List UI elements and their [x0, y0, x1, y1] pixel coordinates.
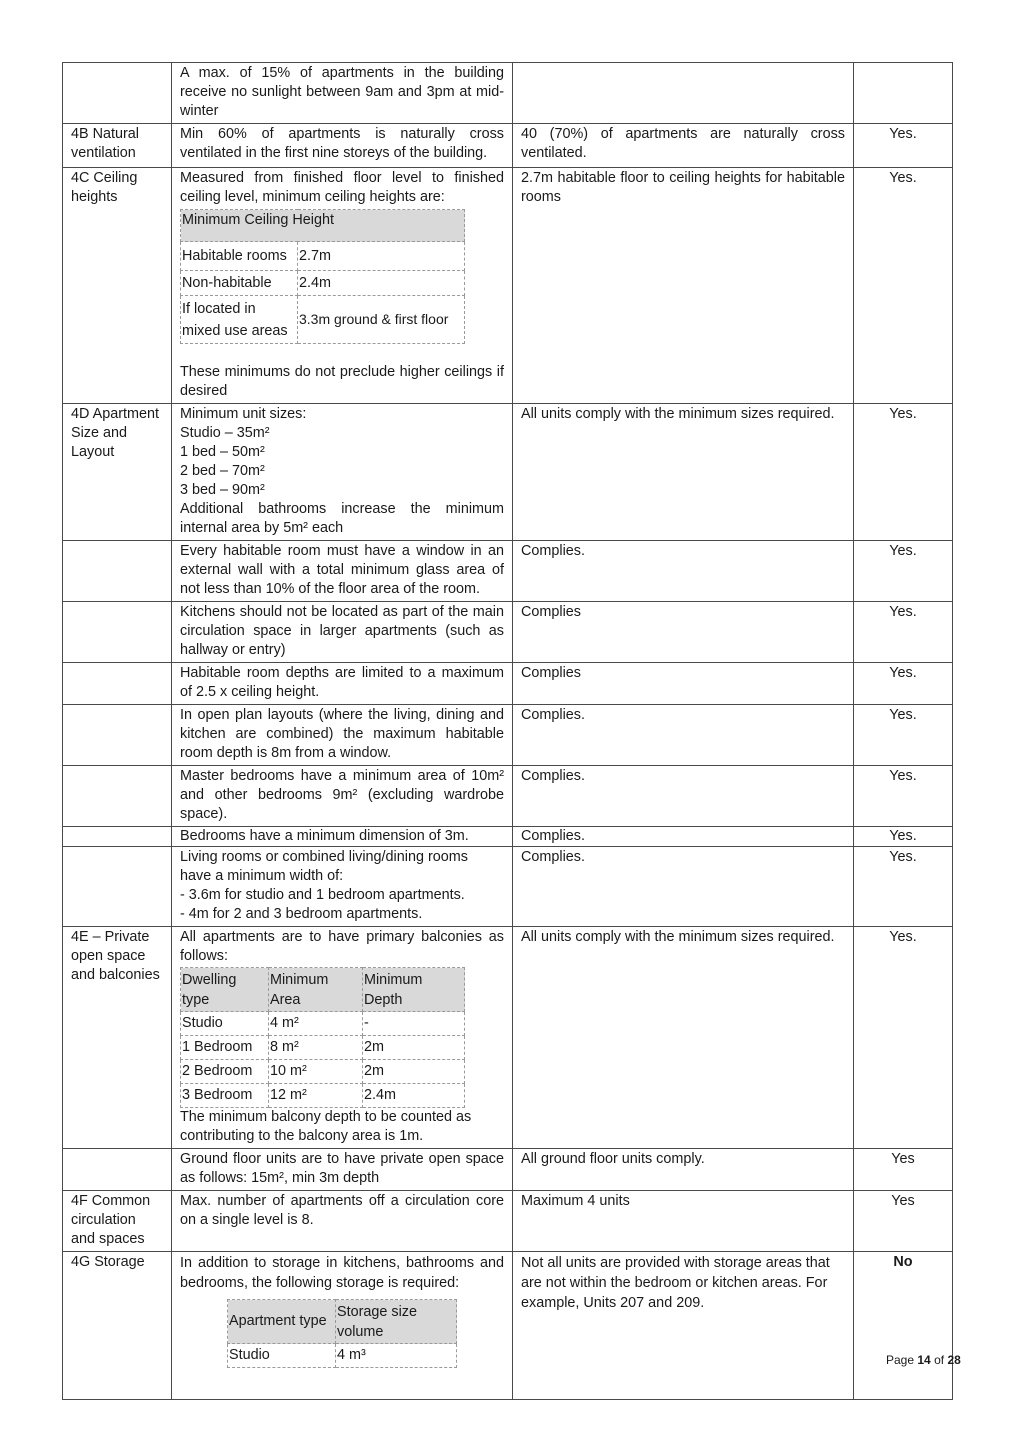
comment-text: All units comply with the minimum sizes required.: [521, 929, 835, 945]
control-text: A max. of 15% of apartments in the building receive no sunlight between 9am and 3pm at mid-winter: [180, 65, 504, 119]
inner-cell: 3.3m ground & first floor: [298, 296, 465, 344]
section-cell: [63, 602, 172, 663]
inner-header: Storage size volume: [336, 1300, 457, 1344]
section-label: 4F Common circulation and spaces: [71, 1193, 151, 1247]
table-row: [63, 927, 953, 1149]
table-row: [63, 1252, 953, 1400]
result-text: Yes.: [889, 828, 917, 844]
result-cell: [854, 1191, 953, 1252]
table-row: [63, 705, 953, 766]
comment-cell: [513, 1191, 854, 1252]
inner-header: Minimum Depth: [363, 968, 465, 1012]
control-text: Kitchens should not be located as part of the main circulation space in larger apartments (such as hallway or entry): [180, 604, 504, 658]
comment-text: 2.7m habitable floor to ceiling heights for habitable rooms: [521, 170, 845, 205]
control-line: Living rooms or combined living/dining rooms: [180, 849, 468, 865]
comment-text: All ground floor units comply.: [521, 1151, 705, 1167]
table-row: [63, 168, 953, 404]
inner-cell: 12 m²: [269, 1084, 363, 1108]
result-cell: [854, 541, 953, 602]
page-label: Page: [886, 1353, 915, 1367]
table-row: [63, 1149, 953, 1191]
comment-cell: [513, 705, 854, 766]
inner-cell: 2 Bedroom: [181, 1060, 269, 1084]
control-cell: [172, 766, 513, 827]
table-row: [63, 404, 953, 541]
result-cell: [854, 404, 953, 541]
section-cell: [63, 541, 172, 602]
comment-text: Complies: [521, 604, 581, 620]
list-item: 2 bed – 70m²: [180, 463, 265, 479]
section-cell: [63, 827, 172, 847]
table-row: [63, 124, 953, 168]
result-cell: [854, 602, 953, 663]
comment-cell: [513, 827, 854, 847]
comment-text: Complies: [521, 665, 581, 681]
section-cell: [63, 1191, 172, 1252]
result-cell: [854, 1252, 953, 1400]
result-cell: [854, 847, 953, 927]
result-text: Yes.: [889, 170, 917, 186]
control-cell: [172, 404, 513, 541]
table-row: [63, 847, 953, 927]
inner-cell: 3 Bedroom: [181, 1084, 269, 1108]
section-cell: [63, 847, 172, 927]
comment-cell: [513, 847, 854, 927]
control-cell: [172, 663, 513, 705]
section-cell: [63, 927, 172, 1149]
note-text: The minimum balcony depth to be counted as contributing to the balcony area is 1m.: [180, 1109, 472, 1144]
result-text: No: [893, 1254, 913, 1270]
control-cell: [172, 705, 513, 766]
comment-text: Complies.: [521, 543, 585, 559]
comment-text: 40 (70%) of apartments are naturally cross ventilated.: [521, 126, 845, 161]
inner-cell: Studio: [228, 1344, 336, 1368]
section-label: 4G Storage: [71, 1254, 145, 1270]
result-cell: [854, 827, 953, 847]
result-cell: [854, 168, 953, 404]
control-cell: [172, 1252, 513, 1400]
storage-table: [227, 1299, 457, 1368]
result-text: Yes.: [889, 665, 917, 681]
list-item: 1 bed – 50m²: [180, 444, 265, 460]
inner-header: Minimum Ceiling Height: [181, 210, 465, 242]
control-line: have a minimum width of:: [180, 868, 344, 884]
balcony-table: [180, 967, 465, 1108]
result-cell: [854, 927, 953, 1149]
comment-cell: [513, 168, 854, 404]
note-text: These minimums do not preclude higher ceilings if desired: [180, 364, 504, 399]
result-cell: [854, 663, 953, 705]
table-row: [63, 663, 953, 705]
list-item: Studio – 35m²: [180, 425, 270, 441]
table-row: [63, 827, 953, 847]
inner-cell: 2m: [363, 1036, 465, 1060]
result-text: Yes.: [889, 126, 917, 142]
table-row: [63, 63, 953, 124]
inner-cell: 8 m²: [269, 1036, 363, 1060]
result-text: Yes.: [889, 707, 917, 723]
control-text: Ground floor units are to have private open space as follows: 15m², min 3m depth: [180, 1151, 504, 1186]
result-cell: [854, 1149, 953, 1191]
control-text: Max. number of apartments off a circulation core on a single level is 8.: [180, 1193, 504, 1228]
result-text: Yes.: [889, 604, 917, 620]
inner-cell: 2.7m: [298, 242, 465, 271]
control-text: All apartments are to have primary balconies as follows:: [180, 929, 504, 964]
result-text: Yes.: [889, 929, 917, 945]
control-cell: [172, 1149, 513, 1191]
section-cell: [63, 663, 172, 705]
inner-header: Dwelling type: [181, 968, 269, 1012]
control-cell: [172, 602, 513, 663]
inner-cell: 2.4m: [363, 1084, 465, 1108]
comment-text: Complies.: [521, 849, 585, 865]
comment-cell: [513, 602, 854, 663]
inner-cell: Studio: [181, 1012, 269, 1036]
inner-header: Minimum Area: [269, 968, 363, 1012]
control-cell: [172, 847, 513, 927]
control-text: In addition to storage in kitchens, bathrooms and bedrooms, the following storage is required:: [180, 1255, 504, 1291]
comment-cell: [513, 1149, 854, 1191]
list-item: 3 bed – 90m²: [180, 482, 265, 498]
section-cell: [63, 705, 172, 766]
control-cell: [172, 63, 513, 124]
total-pages: 28: [947, 1353, 961, 1367]
control-cell: [172, 927, 513, 1149]
control-cell: [172, 827, 513, 847]
control-text: Every habitable room must have a window in an external wall with a total minimum glass area of not less than 10% of the floor area of the room.: [180, 543, 504, 597]
result-text: Yes.: [889, 406, 917, 422]
table-row: [63, 541, 953, 602]
section-label: 4E – Private open space and balconies: [71, 929, 160, 983]
compliance-table: [62, 62, 953, 1400]
inner-cell: Non-habitable: [181, 271, 298, 296]
control-text: In open plan layouts (where the living, dining and kitchen are combined) the maximum habitable room depth is 8m from a window.: [180, 707, 504, 761]
comment-cell: [513, 927, 854, 1149]
comment-text: Complies.: [521, 768, 585, 784]
comment-cell: [513, 1252, 854, 1400]
result-text: Yes: [891, 1193, 915, 1209]
inner-cell: 2m: [363, 1060, 465, 1084]
result-text: Yes.: [889, 543, 917, 559]
control-text: Master bedrooms have a minimum area of 10m² and other bedrooms 9m² (excluding wardrobe space).: [180, 768, 504, 822]
comment-cell: [513, 541, 854, 602]
inner-cell: 4 m³: [336, 1344, 457, 1368]
of-label: of: [934, 1353, 945, 1367]
comment-text: Complies.: [521, 828, 585, 844]
inner-cell: Habitable rooms: [181, 242, 298, 271]
section-cell: [63, 766, 172, 827]
section-cell: [63, 63, 172, 124]
comment-cell: [513, 124, 854, 168]
inner-header: Apartment type: [228, 1300, 336, 1344]
control-cell: [172, 124, 513, 168]
note-text: Additional bathrooms increase the minimum internal area by 5m² each: [180, 501, 504, 536]
comment-cell: [513, 663, 854, 705]
result-cell: [854, 766, 953, 827]
result-cell: [854, 705, 953, 766]
control-heading: Minimum unit sizes:: [180, 406, 307, 422]
comment-cell: [513, 404, 854, 541]
inner-cell: 10 m²: [269, 1060, 363, 1084]
page-number: [886, 1353, 961, 1367]
comment-cell: [513, 63, 854, 124]
table-row: [63, 1191, 953, 1252]
result-text: Yes.: [889, 768, 917, 784]
control-text: Measured from finished floor level to finished ceiling level, minimum ceiling heights are:: [180, 170, 504, 205]
control-line: - 4m for 2 and 3 bedroom apartments.: [180, 906, 423, 922]
result-text: Yes: [891, 1151, 915, 1167]
control-text: Bedrooms have a minimum dimension of 3m.: [180, 828, 469, 844]
comment-cell: [513, 766, 854, 827]
control-cell: [172, 168, 513, 404]
comment-text: Maximum 4 units: [521, 1193, 630, 1209]
section-label: 4C Ceiling heights: [71, 170, 138, 205]
result-text: Yes.: [889, 849, 917, 865]
section-label: 4D Apartment Size and Layout: [71, 406, 159, 460]
inner-cell: -: [363, 1012, 465, 1036]
control-line: - 3.6m for studio and 1 bedroom apartments.: [180, 887, 465, 903]
inner-cell: 2.4m: [298, 271, 465, 296]
section-cell: [63, 1252, 172, 1400]
comment-text: Complies.: [521, 707, 585, 723]
table-row: [63, 766, 953, 827]
section-label: 4B Natural ventilation: [71, 126, 139, 161]
result-cell: [854, 63, 953, 124]
comment-text: All units comply with the minimum sizes required.: [521, 406, 835, 422]
table-row: [63, 602, 953, 663]
control-text: Habitable room depths are limited to a maximum of 2.5 x ceiling height.: [180, 665, 504, 700]
control-cell: [172, 541, 513, 602]
control-text: Min 60% of apartments is naturally cross ventilated in the first nine storeys of the building.: [180, 126, 504, 161]
control-cell: [172, 1191, 513, 1252]
section-cell: [63, 124, 172, 168]
result-cell: [854, 124, 953, 168]
inner-cell: 4 m²: [269, 1012, 363, 1036]
ceiling-height-table: [180, 209, 465, 344]
section-cell: [63, 168, 172, 404]
inner-cell: If located in mixed use areas: [181, 296, 298, 344]
comment-text: Not all units are provided with storage areas that are not within the bedroom or kitchen areas. For example, Units 207 and 209.: [521, 1255, 830, 1311]
section-cell: [63, 404, 172, 541]
section-cell: [63, 1149, 172, 1191]
current-page: 14: [917, 1353, 931, 1367]
inner-cell: 1 Bedroom: [181, 1036, 269, 1060]
